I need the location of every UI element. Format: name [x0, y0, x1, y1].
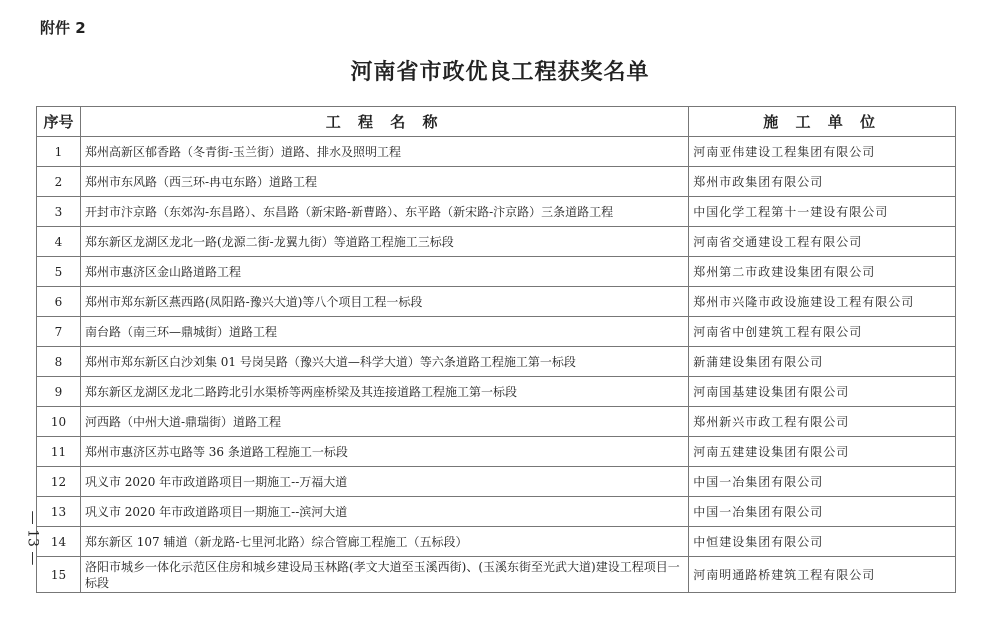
- header-project-name: 工 程 名 称: [80, 107, 688, 137]
- table-row: [37, 287, 956, 317]
- contractor: 河南国基建设集团有限公司: [689, 377, 956, 407]
- row-index: 8: [37, 347, 81, 377]
- contractor: 郑州新兴市政工程有限公司: [689, 407, 956, 437]
- document-title: 河南省市政优良工程获奖名单: [350, 60, 650, 85]
- contractor: 河南亚伟建设工程集团有限公司: [689, 137, 956, 167]
- table-row: [37, 467, 956, 497]
- project-name: 巩义市 2020 年市政道路项目一期施工--滨河大道: [80, 497, 688, 527]
- table-row: [37, 167, 956, 197]
- row-index: 7: [37, 317, 81, 347]
- table-row: [37, 137, 956, 167]
- table-row: [37, 317, 956, 347]
- table-row: [37, 497, 956, 527]
- contractor: 河南明通路桥建筑工程有限公司: [689, 557, 956, 593]
- row-index: 2: [37, 167, 81, 197]
- row-index: 6: [37, 287, 81, 317]
- row-index: 5: [37, 257, 81, 287]
- project-name: 郑州市郑东新区燕西路(凤阳路-豫兴大道)等八个项目工程一标段: [80, 287, 688, 317]
- contractor: 郑州市兴隆市政设施建设工程有限公司: [689, 287, 956, 317]
- contractor: 中国一冶集团有限公司: [689, 467, 956, 497]
- project-name: 开封市汴京路（东郊沟-东昌路）、东昌路（新宋路-新曹路）、东平路（新宋路-汴京路）三条道路工程: [80, 197, 688, 227]
- row-index: 9: [37, 377, 81, 407]
- project-name: 巩义市 2020 年市政道路项目一期施工--万福大道: [80, 467, 688, 497]
- contractor: 河南省中创建筑工程有限公司: [689, 317, 956, 347]
- award-table: [36, 106, 956, 593]
- table-row: [37, 227, 956, 257]
- contractor: 新蒲建设集团有限公司: [689, 347, 956, 377]
- table-row: [37, 197, 956, 227]
- row-index: 10: [37, 407, 81, 437]
- row-index: 1: [37, 137, 81, 167]
- page-number: — 13 —: [24, 510, 41, 566]
- project-name: 郑东新区龙湖区龙北二路跨北引水渠桥等两座桥梁及其连接道路工程施工第一标段: [80, 377, 688, 407]
- contractor: 郑州市政集团有限公司: [689, 167, 956, 197]
- contractor: 郑州第二市政建设集团有限公司: [689, 257, 956, 287]
- header-index: 序号: [37, 107, 81, 137]
- project-name: 郑州市东风路（西三环-冉屯东路）道路工程: [80, 167, 688, 197]
- table-row: [37, 407, 956, 437]
- project-name: 郑州市郑东新区白沙刘集 01 号岗吴路（豫兴大道—科学大道）等六条道路工程施工第一标段: [80, 347, 688, 377]
- table-row: [37, 527, 956, 557]
- contractor: 中恒建设集团有限公司: [689, 527, 956, 557]
- row-index: 11: [37, 437, 81, 467]
- table-row: [37, 377, 956, 407]
- row-index: 12: [37, 467, 81, 497]
- row-index: 13: [37, 497, 81, 527]
- project-name: 郑东新区龙湖区龙北一路(龙源二街-龙翼九街）等道路工程施工三标段: [80, 227, 688, 257]
- contractor: 中国一冶集团有限公司: [689, 497, 956, 527]
- row-index: 3: [37, 197, 81, 227]
- row-index: 14: [37, 527, 81, 557]
- project-name: 洛阳市城乡一体化示范区住房和城乡建设局玉林路(孝文大道至玉溪西街)、(玉溪东街至光武大道)建设工程项目一标段: [80, 557, 688, 593]
- project-name: 郑东新区 107 辅道（新龙路-七里河北路）综合管廊工程施工（五标段）: [80, 527, 688, 557]
- project-name: 河西路（中州大道-鼎瑞街）道路工程: [80, 407, 688, 437]
- row-index: 4: [37, 227, 81, 257]
- table-header-row: [37, 107, 956, 137]
- table-row: [37, 557, 956, 593]
- row-index: 15: [37, 557, 81, 593]
- project-name: 郑州高新区郁香路（冬青街-玉兰街）道路、排水及照明工程: [80, 137, 688, 167]
- header-contractor: 施 工 单 位: [689, 107, 956, 137]
- table-row: [37, 347, 956, 377]
- contractor: 河南五建建设集团有限公司: [689, 437, 956, 467]
- project-name: 南台路（南三环—鼎城街）道路工程: [80, 317, 688, 347]
- project-name: 郑州市惠济区苏屯路等 36 条道路工程施工一标段: [80, 437, 688, 467]
- table-row: [37, 437, 956, 467]
- contractor: 中国化学工程第十一建设有限公司: [689, 197, 956, 227]
- contractor: 河南省交通建设工程有限公司: [689, 227, 956, 257]
- project-name: 郑州市惠济区金山路道路工程: [80, 257, 688, 287]
- attachment-label: 附件 2: [40, 19, 86, 37]
- table-row: [37, 257, 956, 287]
